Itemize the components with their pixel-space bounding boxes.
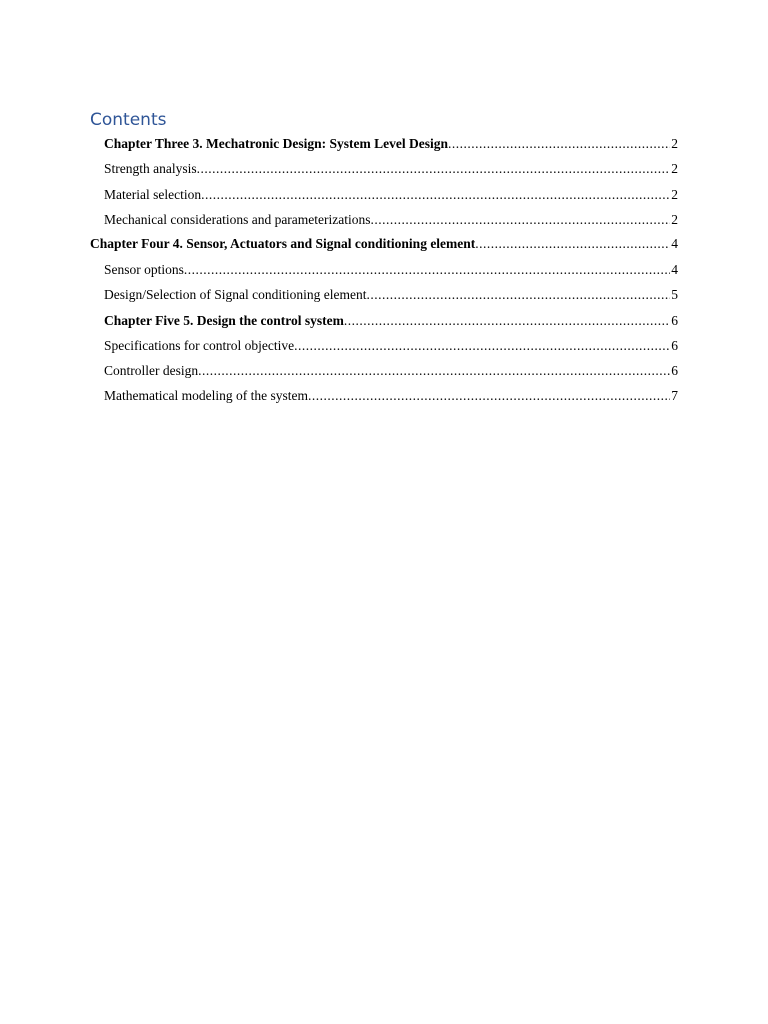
- toc-dot-leader: [344, 313, 670, 329]
- toc-entry[interactable]: [104, 212, 678, 234]
- toc-entry-title: Strength analysis: [104, 161, 197, 176]
- toc-entry-title: Controller design: [104, 363, 199, 378]
- toc-entry-page: 6: [671, 338, 678, 353]
- toc-entry-page: 6: [671, 363, 678, 378]
- toc-entry-page: 7: [671, 388, 678, 403]
- toc-dot-leader: [371, 212, 671, 228]
- toc-entry-title: Material selection: [104, 187, 202, 202]
- toc-dot-leader: [198, 363, 670, 379]
- toc-entry[interactable]: [104, 136, 678, 158]
- toc-dot-leader: [308, 388, 670, 404]
- toc-dot-leader: [448, 136, 670, 152]
- toc-entry-title: Mathematical modeling of the system: [104, 388, 308, 403]
- toc-dot-leader: [294, 338, 670, 354]
- toc-dot-leader: [366, 287, 670, 303]
- toc-entry-page: 2: [671, 212, 678, 227]
- toc-entry-page: 5: [671, 287, 678, 302]
- toc-heading: Contents: [90, 110, 167, 130]
- toc-entry-title: Mechanical considerations and parameterizations: [104, 212, 371, 227]
- toc-entry-title: Sensor options: [104, 262, 184, 277]
- toc-entry[interactable]: [90, 236, 678, 258]
- toc-dot-leader: [184, 262, 670, 278]
- toc-entry-page: 6: [671, 313, 678, 328]
- toc-entry-title: Chapter Five 5. Design the control system: [104, 313, 344, 328]
- toc-entry-page: 4: [671, 236, 678, 251]
- toc-entry-page: 4: [671, 262, 678, 277]
- toc-entry-page: 2: [671, 187, 678, 202]
- toc-entry-title: Chapter Four 4. Sensor, Actuators and Signal conditioning element: [90, 236, 476, 251]
- toc-dot-leader: [475, 236, 670, 252]
- toc-entry-title: Chapter Three 3. Mechatronic Design: System Level Design: [104, 136, 448, 151]
- toc-dot-leader: [201, 187, 670, 203]
- toc-entry[interactable]: [104, 338, 678, 360]
- toc-entry[interactable]: [104, 287, 678, 309]
- toc-entry-page: 2: [671, 161, 678, 176]
- toc-entry[interactable]: [104, 313, 678, 335]
- toc-entry-title: Design/Selection of Signal conditioning element: [104, 287, 367, 302]
- toc-entry-page: 2: [671, 136, 678, 151]
- toc-entry[interactable]: [104, 161, 678, 183]
- toc-entry[interactable]: [104, 187, 678, 209]
- toc-dot-leader: [197, 161, 671, 177]
- toc-entry[interactable]: [104, 363, 678, 385]
- toc-entry-title: Specifications for control objective: [104, 338, 295, 353]
- toc-entry[interactable]: [104, 388, 678, 410]
- toc-entry[interactable]: [104, 262, 678, 284]
